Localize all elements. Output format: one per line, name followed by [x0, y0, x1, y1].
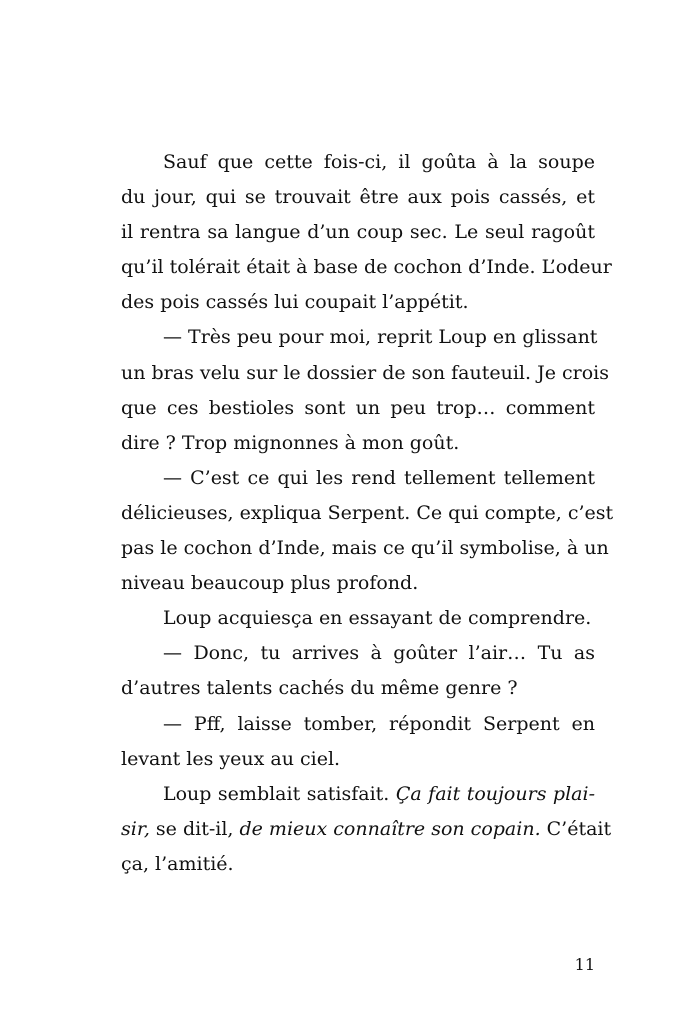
text-line: Sauf que cette fois-ci, il goûta à la soupe	[163, 151, 595, 173]
text-run: Loup semblait satisfait.	[163, 782, 396, 805]
text-run: se dit-il,	[149, 817, 240, 840]
text-line	[121, 777, 595, 812]
text-line: un bras velu sur le dossier de son fauteuil. Je crois	[121, 361, 609, 384]
italic-run: de mieux connaître son copain.	[239, 817, 541, 840]
text-line: dire ? Trop mignonnes à mon goût.	[121, 431, 460, 454]
italic-run: sir,	[121, 817, 150, 840]
text-line: qu’il tolérait était à base de cochon d’Inde. L’odeur	[121, 256, 612, 279]
text-line: d’autres talents cachés du même genre ?	[121, 677, 518, 700]
page-number: 11	[574, 955, 595, 974]
book-page-body	[121, 145, 614, 882]
text-run: C’était	[540, 817, 612, 840]
text-line: Loup acquiesça en essayant de comprendre.	[163, 607, 592, 630]
text-line: ça, l’amitié.	[121, 852, 234, 875]
text-line: des pois cassés lui coupait l’appétit.	[121, 291, 469, 314]
text-line: — Très peu pour moi, reprit Loup en glissant	[163, 326, 598, 349]
text-line	[121, 812, 612, 847]
text-line: levant les yeux au ciel.	[121, 747, 341, 770]
text-line: — Pff, laisse tomber, répondit Serpent en	[163, 712, 595, 735]
text-line: que ces bestioles sont un peu trop… comment	[121, 396, 595, 419]
text-line: niveau beaucoup plus profond.	[121, 572, 419, 595]
text-line: délicieuses, expliqua Serpent. Ce qui compte, c’est	[121, 501, 614, 524]
italic-run: Ça fait toujours plai-	[395, 782, 595, 805]
text-line: du jour, qui se trouvait être aux pois cassés, et	[121, 186, 595, 209]
text-line: — C’est ce qui les rend tellement tellement	[163, 466, 595, 489]
text-line: il rentra sa langue d’un coup sec. Le seul ragoût	[121, 221, 595, 244]
text-line: — Donc, tu arrives à goûter l’air… Tu as	[163, 642, 595, 665]
text-line: pas le cochon d’Inde, mais ce qu’il symbolise, à un	[121, 537, 609, 560]
